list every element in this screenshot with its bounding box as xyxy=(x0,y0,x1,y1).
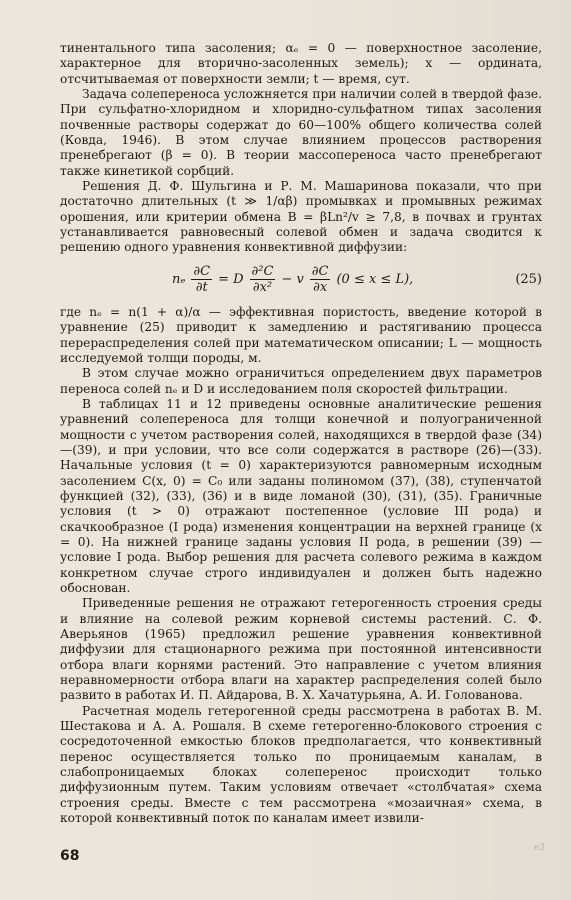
fraction-denominator: ∂t xyxy=(195,280,208,296)
body-text xyxy=(60,41,542,827)
margin-mark: е3 xyxy=(534,843,546,853)
paragraph: В таблицах 11 и 12 приведены основные аналитические решения уравнений солепереноса для толщи конечной и полуограниченной мощности с учетом растворения солей, находящихся в твердой фазе (34)—(39), и при условии, что все соли содержатся в растворе (26)—(33). Начальные условия (t = 0) характеризуются равномерным исходным засолением C(x, 0) = C₀ или заданы полиномом (37), (38), ступенчатой функцией (32), (33), (36) и в виде ломаной (30), (31), (35). Граничные условия (t > 0) отражают постепенное (условие III рода) и скачкообразное (I рода) изменения концентрации на верхней границе (x = 0). На нижней границе заданы условия II рода, в решении (39) — условие I рода. Выбор решения для расчета солевого режима в каждом конкретном случае строго индивидуален и должен быть надежно обоснован. xyxy=(60,396,542,595)
fraction-dc-dt xyxy=(189,264,214,295)
paragraph: тинентального типа засоления; αₑ = 0 — поверхностное засоление, характерное для вторично-засоленных земель); x — ордината, отсчитываемая от поверхности земли; t — время, сут. xyxy=(60,41,542,86)
equation-minus: − v xyxy=(281,272,304,288)
paragraph: Решения Д. Ф. Шульгина и Р. М. Машаринова показали, что при достаточно длительных (t ≫ 1/αβ) промывках и промывных режимах орошения, или критерии обмена B = βLn²/v ≥ 7,8, в почвах и грунтах устанавливается равновесный солевой обмен и задача сводится к решению одного уравнения конвективной диффузии: xyxy=(60,179,542,255)
equation-coefficient: nₑ xyxy=(172,272,186,288)
fraction-denominator: ∂x xyxy=(313,280,328,296)
fraction-numerator: ∂C xyxy=(311,264,329,280)
equation-number: (25) xyxy=(515,272,542,288)
fraction-dc-dx xyxy=(308,264,333,295)
paragraph: Расчетная модель гетерогенной среды рассмотрена в работах В. М. Шестакова и А. А. Рошаля. В схеме гетерогенно-блокового строения с сосредоточенной емкостью блоков предполагается, что конвективный перенос осуществляется только по проницаемым каналам, в слабопроницаемых блоках солеперенос происходит только диффузионным путем. Таким условиям отвечает «столбчатая» схема строения среды. Вместе с тем рассмотрена «мозаичная» схема, в которой конвективный поток по каналам имеет извили- xyxy=(60,703,542,826)
equation-domain: (0 ≤ x ≤ L), xyxy=(336,272,414,288)
equation-25 xyxy=(60,257,542,303)
paragraph: где nₑ = n(1 + α)/α — эффективная пористость, введение которой в уравнение (25) приводит к замедлению и растягиванию процесса перераспределения солей при математическом описании; L — мощность исследуемой толщи породы, м. xyxy=(60,304,542,365)
fraction-numerator: ∂²C xyxy=(251,264,274,280)
page-number: 68 xyxy=(60,848,80,864)
fraction-denominator: ∂x² xyxy=(252,280,273,296)
fraction-d2c-dx2 xyxy=(248,264,278,295)
paragraph: Задача солепереноса усложняется при наличии солей в твердой фазе. При сульфатно-хлоридном и хлоридно-сульфатном типах засоления почвенные растворы содержат до 60—100% общего количества солей (Ковда, 1946). В этом случае влиянием процессов растворения пренебрегают (β = 0). В теории массопереноса часто пренебрегают также кинетикой сорбций. xyxy=(60,87,542,178)
equation-body xyxy=(172,264,413,295)
fraction-numerator: ∂C xyxy=(193,264,211,280)
paragraph: Приведенные решения не отражают гетерогенность строения среды и влияние на солевой режим корневой системы растений. С. Ф. Аверьянов (1965) предложил решение уравнения конвективной диффузии для стационарного режима при постоянной интенсивности отбора влаги корнями растений. Это направление с учетом влияния неравномерности отбора влаги на характер распределения солей было развито в работах И. П. Айдарова, В. Х. Хачатурьяна, А. И. Голованова. xyxy=(60,596,542,703)
paragraph: В этом случае можно ограничиться определением двух параметров переноса солей nₑ и D и исследованием поля скоростей фильтрации. xyxy=(60,366,542,396)
equation-equals: = D xyxy=(218,272,244,288)
